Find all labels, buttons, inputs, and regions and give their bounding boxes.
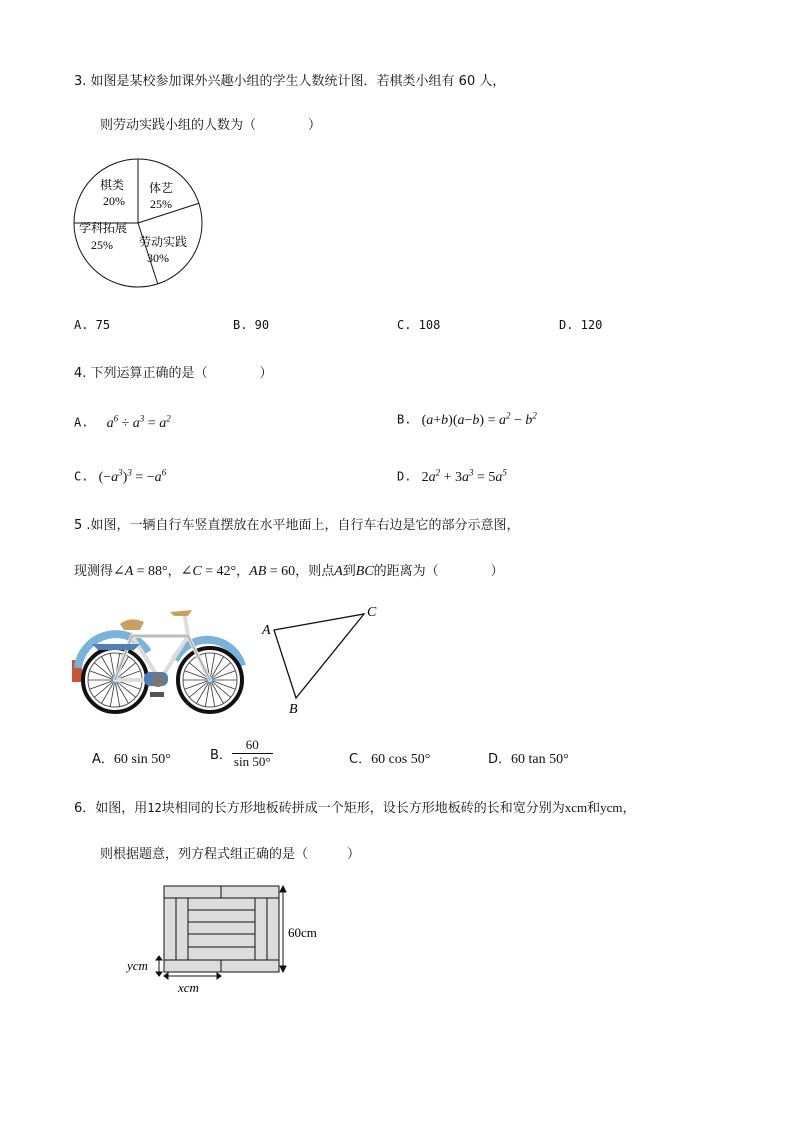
- wheel-spoke: [210, 671, 235, 680]
- wheel-spoke: [115, 680, 136, 697]
- q5-d-expr: 60 tan 50°: [511, 752, 569, 767]
- q5-option-a[interactable]: [92, 748, 171, 768]
- triangle-abc: [258, 600, 388, 718]
- q5-option-b[interactable]: [210, 737, 273, 770]
- q5-c-expr: 60 cos 50°: [371, 752, 431, 767]
- pie-label-qilei: 棋类: [99, 178, 125, 192]
- q4-option-a[interactable]: [74, 413, 171, 432]
- label-60cm: 60cm: [288, 925, 317, 940]
- wheel-spoke: [185, 680, 210, 689]
- q5-ab: AB = 60: [249, 564, 296, 579]
- q4-option-c[interactable]: [74, 467, 166, 486]
- q5-text-c: 到: [342, 564, 356, 579]
- q4-b-expr: $(a+b)(a-b) = a^2 - b^2$: [421, 410, 537, 428]
- q6-x-unit: xcm: [564, 800, 588, 815]
- pie-value-qilei: 20%: [103, 194, 125, 208]
- wheel-spoke: [189, 680, 210, 697]
- triangle-label-a: A: [262, 623, 271, 638]
- q4-c-expr: $(-a^3)^3 = -a^6$: [98, 467, 167, 485]
- q5-point-a-inline: A: [334, 564, 343, 579]
- label-ycm: ycm: [127, 958, 148, 973]
- wheel-spoke: [94, 663, 115, 680]
- pie-label-laodong: 劳动实践: [138, 235, 188, 249]
- rear-rack: [92, 644, 140, 650]
- wheel-spoke: [210, 680, 231, 697]
- q5-angle-a: ∠A = 88°: [113, 564, 168, 579]
- tiles-figure: [122, 880, 332, 1000]
- pie-label-xueke: 学科拓展: [78, 221, 128, 235]
- q5-text-d: 的距离为（ ）: [373, 564, 504, 579]
- q5-b-letter: B．: [210, 748, 232, 763]
- pie-chart: [70, 155, 206, 291]
- q5-option-d[interactable]: [488, 748, 569, 768]
- q3-option-a[interactable]: A. 75: [74, 318, 111, 332]
- q4-c-letter: C.: [74, 469, 89, 484]
- q5-text-a: 现测得: [74, 564, 114, 579]
- q6-text-d: ，: [622, 801, 636, 816]
- q4-a-letter: A.: [74, 415, 89, 430]
- wheel-spoke: [90, 671, 115, 680]
- q5-d-letter: D．: [488, 752, 512, 767]
- q3-option-d[interactable]: D. 120: [559, 318, 603, 332]
- q6-text-a: 6．如图，用: [74, 801, 148, 816]
- q4-option-d[interactable]: [397, 467, 507, 486]
- saddle: [120, 619, 144, 630]
- triangle-label-c: C: [367, 605, 377, 620]
- q4-d-expr: $2a^2 + 3a^3 = 5a^5$: [421, 467, 507, 485]
- q5-c-letter: C．: [349, 752, 372, 767]
- q5-bc-inline: BC: [355, 564, 374, 579]
- q4-a-expr: $a^6 \div a^3 = a^2$: [106, 413, 171, 431]
- handlebar: [170, 610, 192, 616]
- q5-stem-line2: 现测得∠A = 88°，∠C = 42°，AB = 60，则点A到BC的距离为（ ）: [74, 564, 504, 579]
- q4-option-b[interactable]: [397, 410, 537, 429]
- q3-stem-line1: 3. 如图是某校参加课外兴趣小组的学生人数统计图．若棋类小组有 60 人，: [74, 74, 506, 89]
- wheel-spoke: [94, 680, 115, 697]
- wheel-spoke: [210, 680, 235, 689]
- q5-text-b: ，则点: [295, 564, 335, 579]
- q5-a-letter: A．: [92, 752, 114, 767]
- q6-text-c: 和: [587, 801, 601, 816]
- pie-value-laodong: 30%: [147, 251, 169, 265]
- q4-b-letter: B.: [397, 412, 412, 427]
- q5-angle-c: ∠C = 42°: [180, 564, 237, 579]
- q5-b-expr: $\frac{60}{\sin 50^\circ}$: [233, 737, 271, 769]
- bicycle-illustration: [70, 600, 250, 720]
- q6-text-b: 块相同的长方形地板砖拼成一个矩形，设长方形地板砖的长和宽分别为: [161, 801, 565, 816]
- pie-label-tiyi: 体艺: [148, 181, 174, 195]
- q5-option-c[interactable]: [349, 748, 430, 768]
- wheel-spoke: [90, 680, 115, 689]
- q5-a-expr: 60 sin 50°: [113, 752, 171, 767]
- pie-value-tiyi: 25%: [150, 197, 172, 211]
- q4-d-letter: D.: [397, 469, 412, 484]
- q3-option-c[interactable]: C. 108: [397, 318, 441, 332]
- crank: [151, 673, 165, 687]
- wheel-spoke: [210, 663, 231, 680]
- q5-stem-line1: 5 .如图，一辆自行车竖直摆放在水平地面上，自行车右边是它的部分示意图，: [74, 518, 520, 533]
- q6-count: 12: [147, 801, 162, 815]
- q3-stem-line2: 则劳动实践小组的人数为（ ）: [100, 118, 322, 133]
- triangle-label-b: B: [289, 702, 298, 717]
- q6-stem-line1: [74, 797, 636, 816]
- q4-stem: 4. 下列运算正确的是（ ）: [74, 366, 273, 381]
- q6-y-unit: ycm: [600, 800, 623, 815]
- label-xcm: xcm: [178, 980, 199, 995]
- q6-stem-line2: 则根据题意，列方程式组正确的是（ ）: [100, 847, 361, 862]
- q3-option-b[interactable]: B. 90: [233, 318, 270, 332]
- pie-value-xueke: 25%: [91, 238, 113, 252]
- pedal: [150, 692, 164, 697]
